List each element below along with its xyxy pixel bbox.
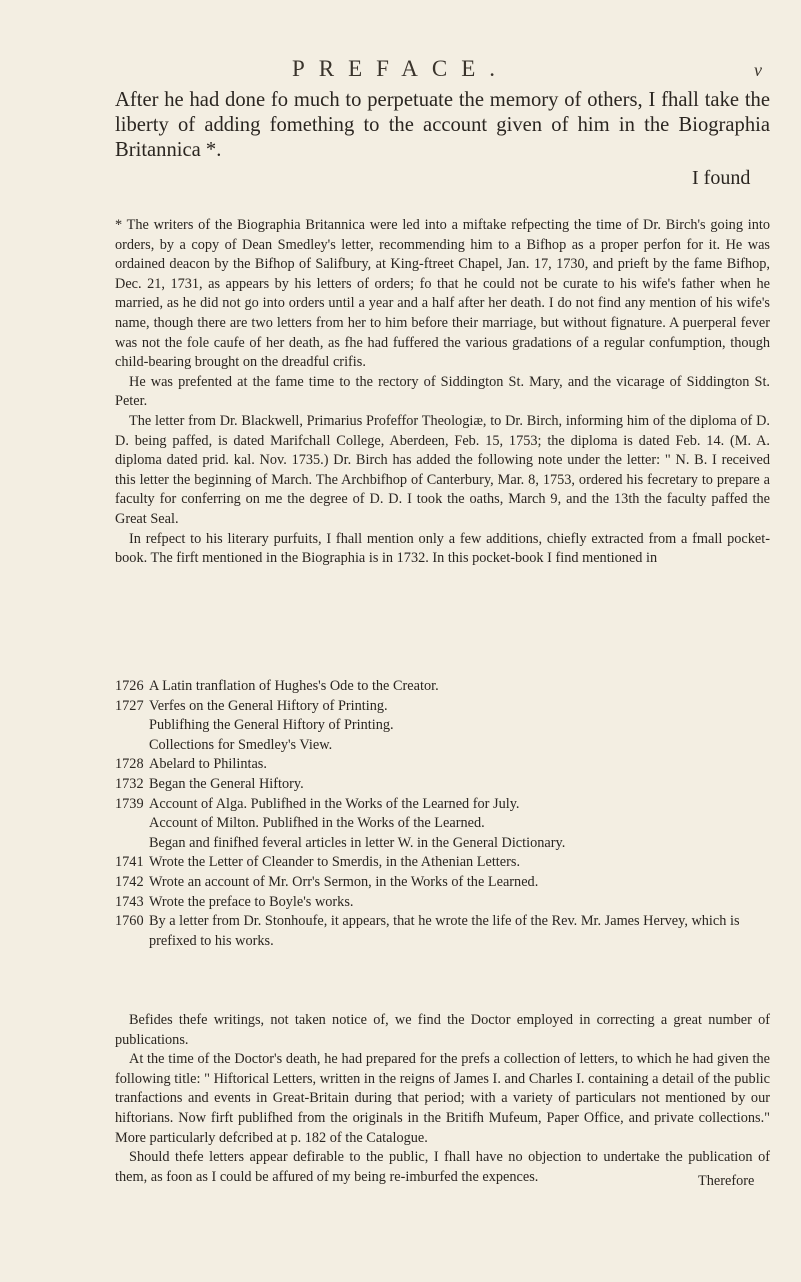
entry-year: 1726 — [115, 678, 144, 694]
lead-paragraph: After he had done fo much to perpetuate the memory of others, I fhall take the liberty of adding fomething to the account given of him in the Biographia Britannica *. — [115, 89, 770, 161]
entry-text: Account of Alga. Publifhed in the Works of the Learned for July. — [149, 795, 520, 812]
closing-paragraph: At the time of the Doctor's death, he had prepared for the prefs a collection of letters, to which he had given the following title: " Hiftorical Letters, written in the reigns of James I. and Charles I. containing a detail of the public tranfactions and events in Great-Britain during that period; with a variety of particulars not mentioned by our hiftorians. Now firft publifhed from the originals in the Britifh Mufeum, Paper Office, and private collections." More particularly defcribed at p. 182 of the Catalogue. — [115, 1051, 770, 1146]
catchword-lead: I found — [692, 167, 751, 189]
entry-year: 1743 — [115, 893, 144, 910]
catchword-end: Therefore — [698, 1173, 755, 1189]
writing-entry — [115, 795, 775, 815]
writing-entry — [115, 873, 775, 893]
footnote-paragraph: The letter from Dr. Blackwell, Primarius Profeffor Theologiæ, to Dr. Birch, informing him of the diploma of D. D. being paffed, is dated Marifchall College, Aberdeen, Feb. 15, 1753; the diploma is dated Feb. 14. (M. A. diploma dated prid. kal. Nov. 1735.) Dr. Birch has added the following note under the letter: " N. B. I received this letter the beginning of March. The Archbifhop of Canterbury, Mar. 8, 1753, ordered his fecretary to prepare a faculty for conferring on me the degree of D. D. I took the oaths, March 9, and the 13th the faculty paffed the Great Seal. — [115, 412, 770, 527]
entry-continuation: Began and finifhed feveral articles in letter W. in the General Dictionary. — [149, 834, 566, 851]
entry-year: 1741 — [115, 854, 144, 871]
footnote-paragraph: He was prefented at the fame time to the rectory of Siddington St. Mary, and the vicarage of Siddington St. Peter. — [115, 373, 770, 410]
entry-continuation: Account of Milton. Publifhed in the Works of the Learned. — [149, 815, 485, 832]
writing-entry — [115, 775, 775, 795]
entry-text: Wrote an account of Mr. Orr's Sermon, in the Works of the Learned. — [149, 873, 539, 890]
entry-text: A Latin tranflation of Hughes's Ode to the Creator. — [149, 678, 439, 694]
writing-entry — [115, 853, 775, 873]
entry-text: Began the General Hiftory. — [149, 775, 304, 792]
writing-entry — [115, 912, 775, 951]
writing-entry — [115, 677, 775, 697]
entry-year: 1727 — [115, 697, 144, 714]
entry-year: 1732 — [115, 775, 144, 792]
writings-list — [115, 677, 775, 951]
entry-text: Wrote the Letter of Cleander to Smerdis, in the Athenian Letters. — [149, 854, 521, 871]
entry-text: Verfes on the General Hiftory of Printing. — [149, 697, 388, 714]
entry-text: Wrote the preface to Boyle's works. — [149, 893, 354, 910]
entry-text: By a letter from Dr. Stonhoufe, it appears, that he wrote the life of the Rev. Mr. James Hervey, which is prefixed to his works. — [149, 913, 740, 949]
entry-year: 1742 — [115, 873, 144, 890]
writing-entry — [115, 893, 775, 913]
writing-entry — [115, 755, 775, 775]
entry-year: 1728 — [115, 756, 144, 773]
entry-year: 1739 — [115, 795, 144, 812]
footnote-paragraph: * The writers of the Biographia Britannica were led into a miftake refpecting the time of Dr. Birch's going into orders, by a copy of Dean Smedley's letter, recommending him to a Bifhop as a proper perfon for it. He was ordained deacon by the Bifhop of Salifbury, at King-ftreet Chapel, Jan. 17, 1730, and prieft by the fame Bifhop, Dec. 21, 1731, as appears by his letters of orders; fo that he could not be curate to his wife's father when he married, as he did not go into orders until a year and a half after her death. I do not find any mention of his wife's name, though there are two letters from her to him before their marriage, but without fignature. A puerperal fever was not the fole caufe of her death, as fhe had fuffered the various gradations of a regular confumption, though child-bearing brought on the dreadful crifis. — [115, 217, 770, 371]
closing-paragraph: Should thefe letters appear defirable to the public, I fhall have no objection to undertake the publication of them, as foon as I could be affured of my being re-imburfed the expences. — [115, 1149, 770, 1185]
closing-paragraph: Befides thefe writings, not taken notice of, we find the Doctor employed in correcting a great number of publications. — [115, 1012, 770, 1048]
entry-continuation: Collections for Smedley's View. — [149, 736, 333, 753]
closing-section — [115, 1011, 770, 1187]
entry-year: 1760 — [115, 913, 144, 930]
entry-text: Abelard to Philintas. — [149, 756, 267, 773]
footnote-paragraph: In refpect to his literary purfuits, I fhall mention only a few additions, chiefly extracted from a fmall pocket-book. The firft mentioned in the Biographia is in 1732. In this pocket-book I find mentioned in — [115, 530, 770, 567]
entry-continuation: Publifhing the General Hiftory of Printing. — [149, 717, 394, 734]
writing-entry — [115, 697, 775, 717]
footnote — [115, 216, 770, 569]
page-number: v — [754, 60, 762, 80]
running-head: PREFACE. — [291, 56, 510, 81]
